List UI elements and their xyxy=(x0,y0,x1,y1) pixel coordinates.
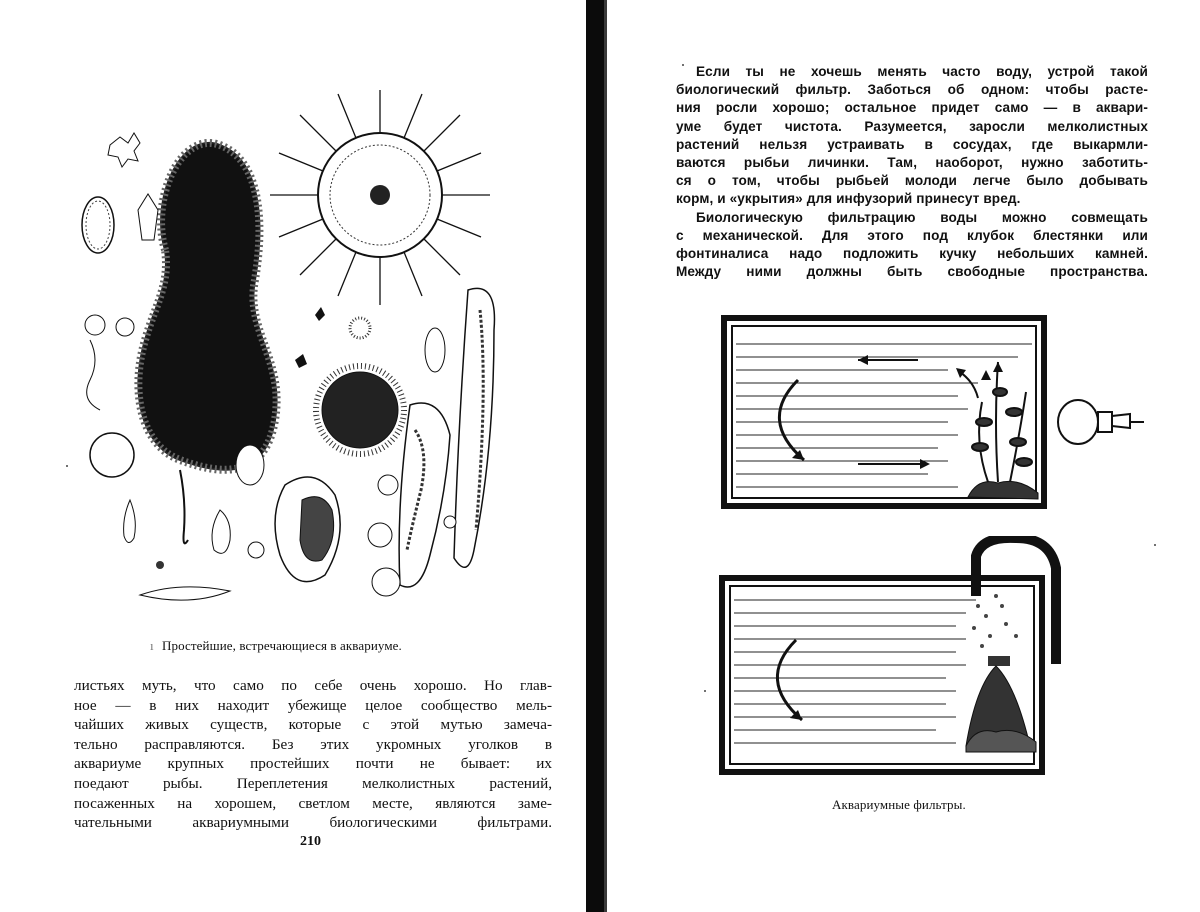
text-line: Биологическую фильтрацию воды можно совмещать xyxy=(696,209,1148,225)
left-page-text xyxy=(74,676,552,833)
text-line: биологический фильтр. Заботься об одном: чтобы расте- xyxy=(676,82,1148,98)
text-line: ваются рыбьи личинки. Там, наоборот, нужно заботить- xyxy=(676,155,1148,171)
protozoa-illustration xyxy=(70,90,540,620)
aquarium-filter-diagram-2 xyxy=(716,536,1096,776)
text-line: чайших живых существ, которые с этой мутью замеча- xyxy=(74,716,552,734)
text-line: тельно расправляются. Без этих укромных уголков в xyxy=(74,735,552,753)
text-line: ное — в них находит убежище целое сообщество мель- xyxy=(74,696,552,714)
text-line: фонтиналиса надо подложить кучку небольших камней. xyxy=(676,246,1148,262)
protozoa-figure-caption: ı Простейшие, встречающиеся в аквариуме. xyxy=(150,638,402,653)
right-page-text xyxy=(676,63,1148,281)
page-number: 210 xyxy=(300,834,321,849)
text-line: Если ты не хочешь менять часто воду, устрой такой xyxy=(696,64,1148,79)
text-line: растений нельзя устраивать в сосудах, где выкармли- xyxy=(676,136,1148,152)
text-line: уме будет чистота. Разумеется, заросли мелколистных xyxy=(676,118,1148,134)
left-page xyxy=(0,0,588,912)
aquarium-filter-diagram-1 xyxy=(718,312,1148,512)
text-line: листьях муть, что само по себе очень хорошо. Но глав- xyxy=(74,677,552,694)
book-gutter xyxy=(586,0,604,912)
text-line: корм, и «укрытия» для инфузорий принесут вред. xyxy=(676,191,1021,207)
text-line: чательными аквариумными биологическими фильтрами. xyxy=(74,814,552,832)
aquarium-filters-figure-caption: Аквариумные фильтры. xyxy=(832,797,966,812)
text-line: с механической. Для этого под клубок блестянки или xyxy=(676,227,1148,243)
text-line: Между ними должны быть свободные пространства. xyxy=(676,264,1148,280)
text-line: ния росли хорошо; остальное придет само — в аквари- xyxy=(676,100,1148,116)
text-line: аквариуме крупных простейших почти не бывает: их xyxy=(74,755,552,773)
text-line: ся о том, чтобы рыбьей молоди легче было добывать xyxy=(676,173,1148,189)
text-line: посаженных на хорошем, светлом месте, являются заме- xyxy=(74,794,552,812)
text-line: поедают рыбы. Переплетения мелколистных растений, xyxy=(74,774,552,792)
